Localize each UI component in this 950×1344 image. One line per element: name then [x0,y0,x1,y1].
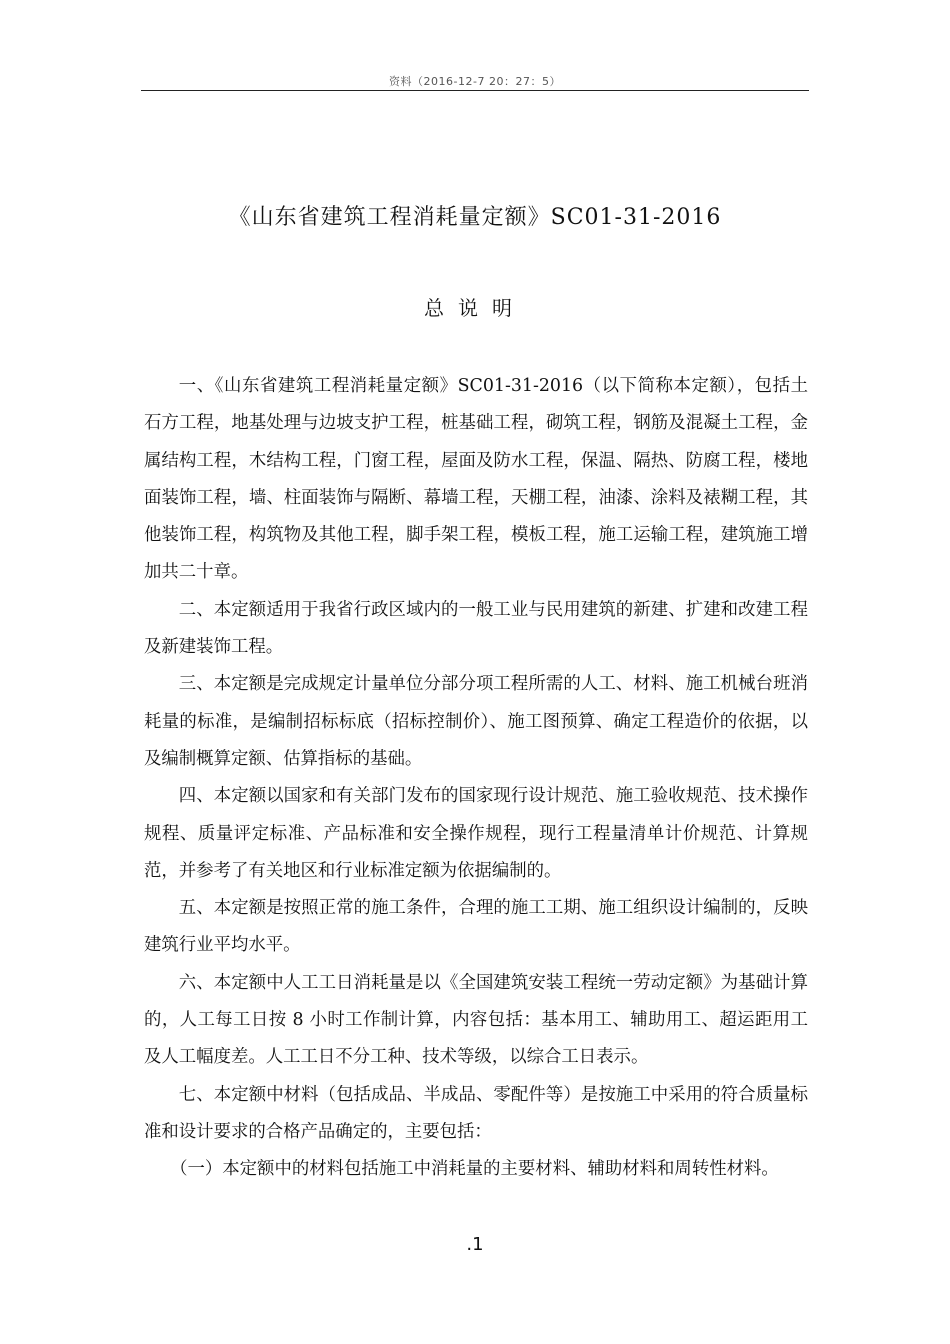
page-header-text: 资料（2016-12-7 20：27：5） [389,75,561,88]
document-body [144,368,808,1189]
paragraph-1: 一、《山东省建筑工程消耗量定额》SC01-31-2016（以下简称本定额），包括土石方工程，地基处理与边坡支护工程，桩基础工程，砌筑工程，钢筋及混凝土工程，金属结构工程，木结构工程，门窗工程，屋面及防水工程，保温、隔热、防腐工程，楼地面装饰工程，墙、柱面装饰与隔断、幕墙工程，天棚工程，油漆、涂料及裱糊工程，其他装饰工程，构筑物及其他工程，脚手架工程，模板工程，施工运输工程，建筑施工增加共二十章。 [144,376,808,583]
paragraph-8: （一）本定额中的材料包括施工中消耗量的主要材料、辅助材料和周转性材料。 [170,1159,779,1180]
paragraph-2: 二、本定额适用于我省行政区域内的一般工业与民用建筑的新建、扩建和改建工程及新建装饰工程。 [144,599,808,658]
page-number: .1 [466,1234,484,1255]
header-divider [141,90,809,91]
document-title: 《山东省建筑工程消耗量定额》SC01-31-2016 [228,205,722,230]
section-title: 总说明 [424,296,526,320]
paragraph-6: 六、本定额中人工工日消耗量是以《全国建筑安装工程统一劳动定额》为基础计算的，人工每工日按 8 小时工作制计算，内容包括：基本用工、辅助用工、超运距用工及人工幅度差。人工工日不分工种、技术等级，以综合工日表示。 [144,972,808,1068]
paragraph-5: 五、本定额是按照正常的施工条件，合理的施工工期、施工组织设计编制的，反映建筑行业平均水平。 [144,898,808,956]
paragraph-3: 三、本定额是完成规定计量单位分部分项工程所需的人工、材料、施工机械台班消耗量的标准，是编制招标标底（招标控制价）、施工图预算、确定工程造价的依据，以及编制概算定额、估算指标的基础。 [144,674,808,769]
paragraph-4: 四、本定额以国家和有关部门发布的国家现行设计规范、施工验收规范、技术操作规程、质量评定标准、产品标准和安全操作规程，现行工程量清单计价规范、计算规范，并参考了有关地区和行业标准定额为依据编制的。 [144,786,808,881]
paragraph-7: 七、本定额中材料（包括成品、半成品、零配件等）是按施工中采用的符合质量标准和设计要求的合格产品确定的，主要包括： [144,1084,808,1142]
